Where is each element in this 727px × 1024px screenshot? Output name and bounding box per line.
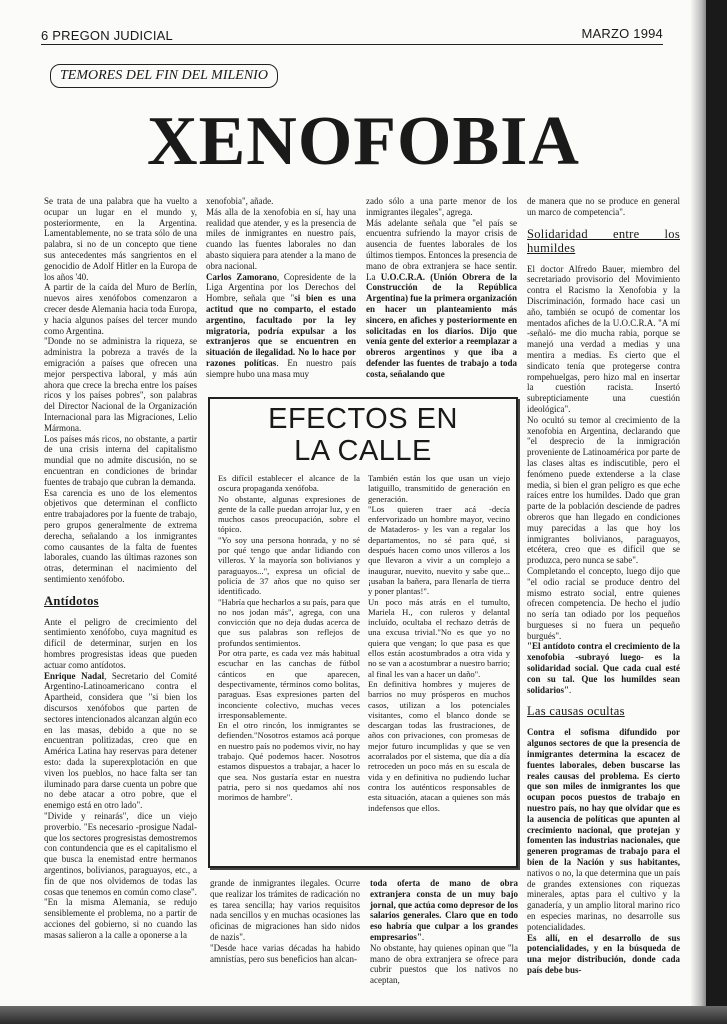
paragraph: "Donde no se administra la riqueza, se administra la pobreza a través de la emigración a países que ofrecen una mejor perspectiva laboral, y más aún ahora que crece la brecha entre los países ricos y los países pobres", son palabras del Director Nacional de la Organización Internacional para las Migraciones, Lelio Mármona. bbox=[44, 336, 197, 433]
paragraph: "Los quieren traer acá -decía enfervorizado un hombre mayor, vecino de Mataderos- y les van a regalar los departamentos, no sé para qué, si después hacen como unos villeros a los que llevaron a vivir a un complejo a inaugurar, nuevito, nuevito y sabe que... ¡usaban la bañera, para llenarla de tierra y poner plantas!". bbox=[368, 503, 510, 597]
bold-quote: "El antídoto contra el crecimiento de la xenofobia -subrayó luego- es la solidaridad social. Que cada cual esté con su tal. Que los humildes sean solidarios" bbox=[527, 641, 680, 695]
paragraph: "Divide y reinarás", dice un viejo proverbio. "Es necesario -prosigue Nadal- que los sectores progresistas demostremos con contundencia que es el capitalismo el que busca la enemistad entre hermanos argentinos, bolivianos, paraguayos, etc., a fin de que nos olvidemos de todas las cosas que tenemos en común como clase". bbox=[44, 811, 197, 897]
paragraph: Los países más ricos, no obstante, a partir de una crisis interna del capitalismo mundial que no admite discusión, no se encuentran en condiciones de brindar fuentes de trabajo que cubran la demanda. bbox=[44, 433, 197, 487]
sidebar-column-right bbox=[368, 473, 510, 813]
paragraph: "Desde hace varias décadas ha habido amnistías, pero sus beneficios han alcan- bbox=[210, 942, 360, 964]
scan-bottom-edge bbox=[0, 1006, 727, 1024]
publication-name: 6 PREGON JUDICIAL bbox=[41, 28, 173, 43]
paragraph: Es difícil establecer el alcance de la oscura propaganda xenófoba. bbox=[218, 473, 360, 494]
bold-quote: U.O.C.R.A. (Unión Obrera de la Construcción de la República Argentina) fue la primera organización en hacer un planteamiento más sincero, en afiches y posteriormente en solicitadas en los diarios. Dijo que venía gente del exterior a reemplazar a obreros argentinos y que iba a defender las fuentes de trabajo a toda costa, señalando que bbox=[366, 271, 517, 379]
paragraph: También están los que usan un viejo latiguillo, transmitido de generación en generación. bbox=[368, 473, 510, 504]
article-column-2-top bbox=[206, 196, 356, 380]
sidebar-column-left bbox=[218, 473, 360, 803]
paragraph: Es allí, en el desarrollo de sus potencialidades, y en la búsqueda de una mejor distribución, donde cada país debe bus- bbox=[527, 932, 680, 975]
paragraph: Por otra parte, es cada vez más habitual escuchar en las canchas de fútbol cánticos en que aparecen, despectivamente, términos como bolitas, paraguas. Esas expresiones parten del inconciente colectivo, muchas veces irresponsablemente. bbox=[218, 648, 360, 720]
paragraph: Ante el peligro de crecimiento del sentimiento xenófobo, cuya magnitud es difícil de determinar, surjen en los hombres progresistas ideas que pueden actuar como antídotos. bbox=[44, 616, 197, 670]
page-header bbox=[41, 26, 663, 45]
paragraph: No ocultó su temor al crecimiento de la xenofobia en Argentina, declarando que "el desprecio de la inmigración proveniente de Latinoamérica por parte de las clases altas es indiscutible, pero el fenómeno puede extenderse a la clase media, si bien el gran peligro es que eche raíces entre los humildes. Dado que gran parte de la población desciende de padres obreros que han llegado en condiciones muy parecidas a las que hoy los inmigrantes bolivianos, paraguayos, etcétera, creo que es difícil que se produzca, pero nunca se sabe". bbox=[527, 414, 680, 566]
paragraph: xenofobia", añade. bbox=[206, 196, 274, 206]
paragraph: Un poco más atrás en el tumulto, Mariela H., con ruleros y delantal incluído, ocultaba el rechazo detrás de una excusa trivial."No es que yo no quiera que vengan; lo que pasa es que ellos están acostumbrados a otra vida y no se van a acostumbrar a nuestro barrio; al final les van a hacer un daño". bbox=[368, 596, 510, 679]
paragraph-text: nativos o no, la que determina que un país de grandes extensiones con riquezas minerales, aptas para el cultivo y la ganadería, y un amplio litoral marino rico en especies marinas, no desarrolle sus potencialidades. bbox=[527, 867, 680, 932]
paragraph: En definitiva hombres y mujeres de barrios no muy prósperos en muchos casos, utilizan a los potenciales visitantes, como el blanco donde se descargan todas las frustraciones, de años con privaciones, con promesas de mejor futuro incumplidas y que se ven acorralados por el sistema, que día a día retroceden un poco más en su escala de vida y en definitiva no pudiendo luchar contra los auténticos responsables de esta situación, atacan a quienes son más indefensos que ellos. bbox=[368, 678, 510, 813]
paragraph: No obstante, algunas expresiones de gente de la calle puedan arrojar luz, y en muchos casos preocupación, sobre el tópico. bbox=[218, 493, 360, 535]
person-name: Enrique Nadal bbox=[44, 670, 105, 681]
paragraph bbox=[44, 671, 197, 811]
bold-quote: toda oferta de mano de obra extranjera consta de un muy bajo jornal, que actúa como depresor de los salarios generales. Claro que en todo eso habría que culpar a los grandes empresarios" bbox=[370, 878, 518, 942]
paragraph: Esa carencia es uno de los elementos objetivos que determinan el conflicto entre trabajadores por la fuente de trabajo, pero grupos generalmente de extrema derecha, señalando a los inmigrantes como causantes de la falta de fuentes laborales, cuando las últimas razones son otras, determinan el nacimiento del sentimiento xenófobo. bbox=[44, 487, 197, 584]
headline: XENOFOBIA bbox=[147, 103, 580, 180]
sidebar-title bbox=[210, 403, 516, 467]
sidebar-title-line-1: EFECTOS EN bbox=[268, 403, 458, 435]
paragraph-text: . En nuestro país siempre hubo una masa muy bbox=[206, 357, 356, 379]
paragraph: En el otro rincón, los inmigrantes se defienden."Nosotros estamos acá porque en nuestro país no podemos vivir, no hay trabajo. Qué podemos hacer. Nosotros estamos dispuestos a trabajar, a hacer lo que sea. Nos gustaría estar en nuestra patria, pero si nos quedamos ahí nos morimos de hambre". bbox=[218, 720, 360, 803]
paragraph: Más alla de la xenofobia en sí, hay una realidad que atender, y es la presencia de miles de inmigrantes en nuestro país, cuando las fuentes laborales no dan abasto siquiera para atender a la mano de obra nacional. bbox=[206, 206, 356, 271]
person-name: Carlos Zamorano bbox=[206, 271, 277, 282]
subhead-solidaridad: Solidaridad entre los humildes bbox=[527, 226, 680, 255]
subhead-causas-ocultas: Las causas ocultas bbox=[527, 704, 625, 719]
paragraph: "Yo soy una persona honrada, y no sé por qué tengo que andar lidiando con villeros. Y la mayoría son bolivianos y paraguayos...", expresa un oficial de policía de 37 años que no quiso ser identificado. bbox=[218, 534, 360, 597]
issue-date: MARZO 1994 bbox=[581, 26, 663, 41]
article-column-1 bbox=[44, 196, 197, 941]
paragraph-text: , Secretario del Comité Argentino-Latinoamericano contra el Apartheid, considera que "si bien los discursos xenófobos que parten de sectores intencionados alcanzan algún eco en las masas, debido a que no se encuentran politizadas, creo que en América Latina hay reservas para detener esto: dada la superexplotación en que viven los pueblos, no hace falta ser tan iluminado para darse cuenta un pobre que no debe atacar a otro pobre, que el enemigo está en otro lado". bbox=[44, 670, 197, 811]
article-column-2-bottom bbox=[210, 878, 360, 964]
article-column-3-bottom bbox=[370, 878, 518, 986]
paragraph: No obstante, hay quienes opinan que "la mano de obra extranjera se ofrece para cubrir puestos que los nativos no aceptan, bbox=[370, 942, 518, 986]
paragraph bbox=[527, 727, 680, 932]
bold-quote: si bien es una actitud que no comparto, el estado argentino, facultado por la ley migratoria, podría expulsar a los extranjeros que se encuentren en situación de ilegalidad. No lo hace por razones políticas bbox=[206, 293, 356, 368]
paragraph: El doctor Alfredo Bauer, miembro del secretariado provisorio del Movimiento contra el Racismo la Xenofobia y la Discriminación, formado hace casi un año, también se ocupó de comentar los mentados afiches de la U.O.C.R.A. "A mí -señaló- me dio mucha rabia, porque se manejó una verdad a medias y una mentira a medias. Es cierto que el sindicato tenía que protegerse contra rompehuelgas, pero hizo mal en insertar la cuestión racista. Insertó subrepticiamente una cuestión ideológica". bbox=[527, 263, 680, 414]
paragraph-text: Más adelante señala que "el país se encuentra sufriendo la mayor crisis de ausencia de fuentes laborales de los últimos tiempos. Entonces la presencia de mano de obra extranjera se hace sentir. La bbox=[366, 217, 517, 282]
paragraph-text: , Copresidente de la Liga Argentina por los Derechos del Hombre, señala que " bbox=[206, 271, 357, 304]
paragraph: A partir de la caída del Muro de Berlín, nuevos aires xenófobos comenzaron a crecer desde Alemania hacia toda Europa, y hacia algunos países del tercer mundo como Argentina. bbox=[44, 282, 197, 336]
sidebar-box-efectos-en-la-calle bbox=[208, 397, 518, 868]
paragraph bbox=[206, 272, 356, 380]
subhead-antidotos: Antídotos bbox=[44, 593, 99, 608]
paragraph: zado sólo a una parte menor de los inmigrantes ilegales", agrega. bbox=[366, 196, 517, 217]
paragraph: "Habría que hecharlos a su país, para que no nos jodan más", agrega, con una convicción que no deja dudas acerca de que sus palabras son reflejos de profundos sentimientos. bbox=[218, 596, 360, 648]
paragraph bbox=[370, 878, 518, 943]
article-column-4 bbox=[527, 196, 680, 976]
bold-text: Contra el sofisma difundido por algunos sectores de que la presencia de inmigrantes determina la escacez de fuentes laborales, deben buscarse las reales causas del problema. Es cierto que son miles de inmigrantes los que ocupan pocos puestos de trabajo en nuestro país, no hay que olvidar que es la ausencia de políticas que apunten al crecimiento nacional, que protejan y fomenten las industrias nacionales, que generen programas de trabajo para el bien de la Nación y sus habitantes, bbox=[527, 727, 680, 868]
paragraph-text: . bbox=[569, 684, 572, 695]
paragraph-text: . bbox=[421, 931, 425, 942]
section-kicker: TEMORES DEL FIN DEL MILENIO bbox=[50, 64, 278, 88]
paragraph bbox=[527, 641, 680, 695]
paragraph: grande de inmigrantes ilegales. Ocurre que realizar los trámites de radicación no es tarea sencilla; hay varios requisitos nada sencillos y en muchas ocasiones las oficinas de migraciones han sido nidos de nazis". bbox=[210, 878, 360, 942]
paragraph: Completando el concepto, luego dijo que "el odio racial se produce dentro del mismo estrato social, entre quienes ofrecen competencia. De hecho el judío no sería tan odiado por los pequeños burgueses si no fuera un pequeño burgués". bbox=[527, 565, 680, 641]
article-column-3-top bbox=[366, 196, 517, 380]
paragraph bbox=[366, 218, 517, 380]
paragraph: de manera que no se produce en general un marco de competencia". bbox=[527, 196, 680, 217]
sidebar-title-line-2: LA CALLE bbox=[294, 435, 432, 467]
paragraph: Se trata de una palabra que ha vuelto a ocupar un lugar en el mundo y, posteriormente, en la Argentina. Lamentablemente, no se trata sólo de una palabra, si no de un concepto que tiene sus antecedentes más sangrientos en el genocidio de Adolf Hitler en la Europa de los años '40. bbox=[44, 196, 197, 282]
paragraph: "En la misma Alemania, se redujo sensiblemente el problema, no a partir de acciones del gobierno, si no cuando las masas salieron a la calle a oponerse a la bbox=[44, 897, 197, 940]
